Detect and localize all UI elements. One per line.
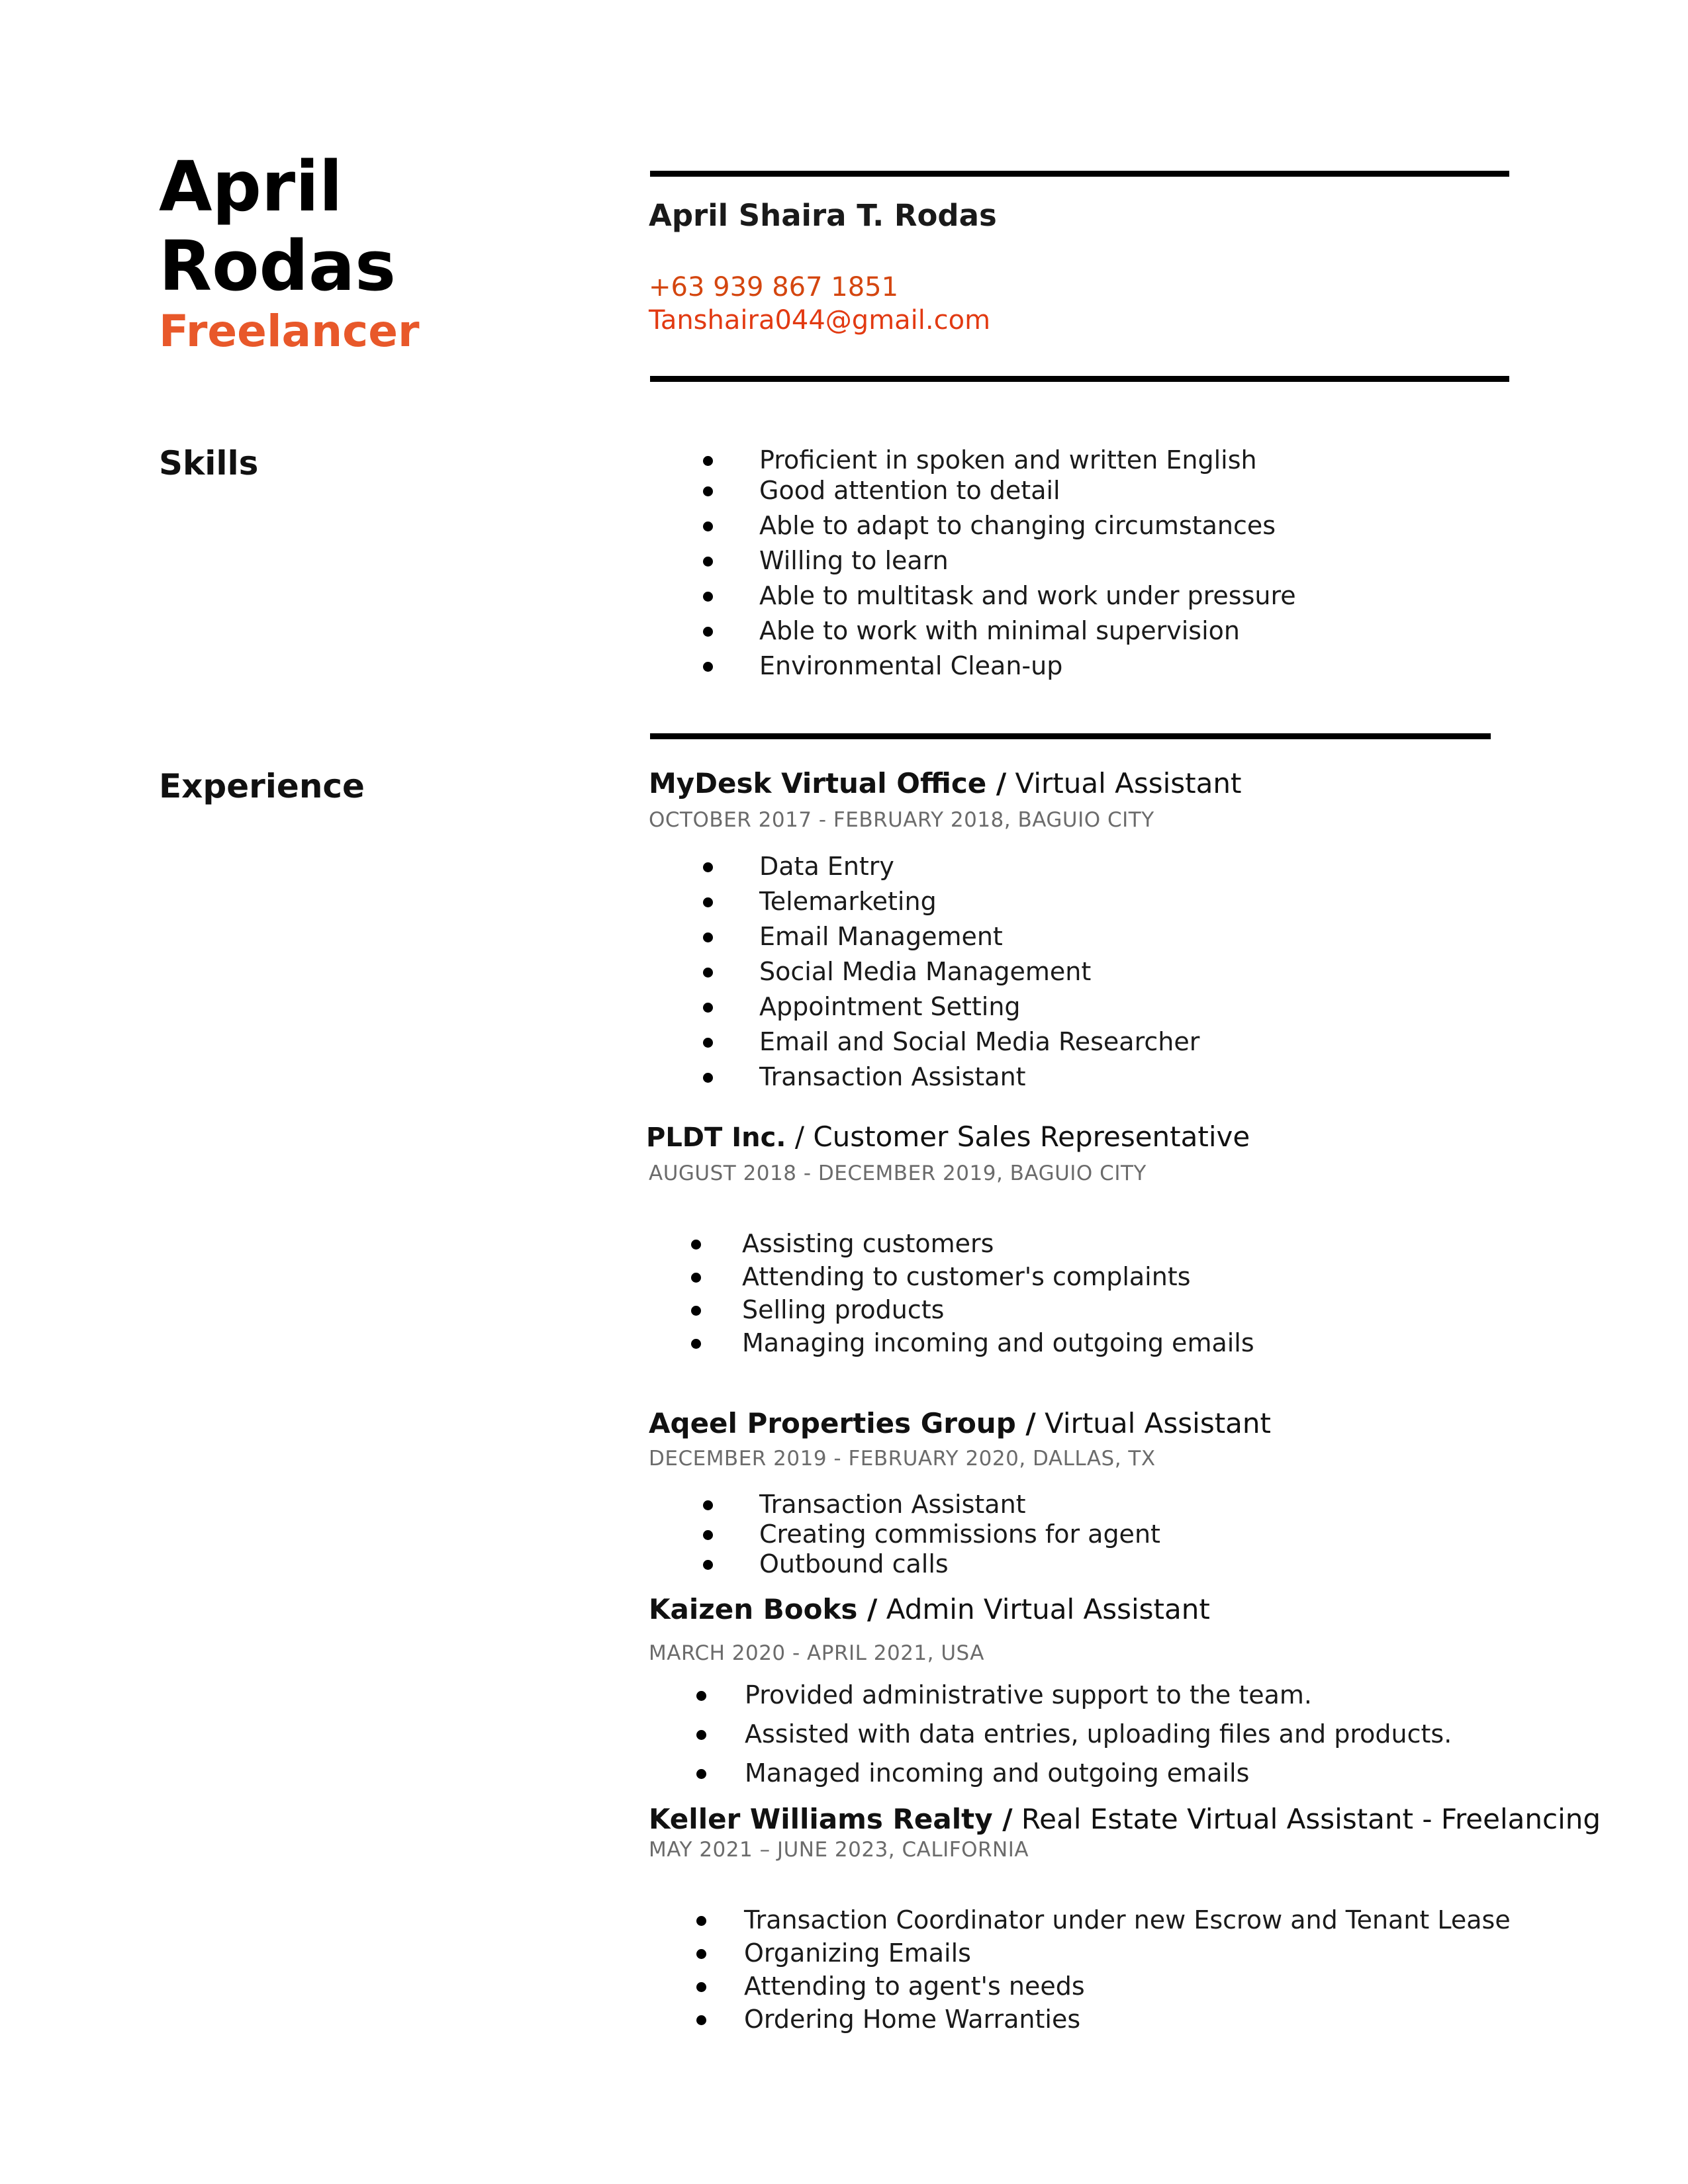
job-title: Virtual Assistant xyxy=(1015,767,1242,799)
duty-item: Creating commissions for agent xyxy=(662,1522,1160,1547)
skill-item: Willing to learn xyxy=(662,548,1296,573)
duty-item: Provided administrative support to the team. xyxy=(662,1682,1452,1707)
duty-item: Managing incoming and outgoing emails xyxy=(653,1330,1254,1355)
job-title: Admin Virtual Assistant xyxy=(886,1593,1210,1625)
duty-item: Attending to customer's complaints xyxy=(653,1264,1254,1289)
duty-item: Organizing Emails xyxy=(662,1940,1511,1966)
job-dates: OCTOBER 2017 - FEBRUARY 2018, BAGUIO CITY xyxy=(649,808,1154,832)
duty-item: Email and Social Media Researcher xyxy=(662,1029,1199,1054)
skill-item: Environmental Clean-up xyxy=(662,653,1296,678)
job-company: Keller Williams Realty / xyxy=(649,1803,1013,1835)
duty-item: Selling products xyxy=(653,1297,1254,1322)
contact-divider xyxy=(650,376,1509,382)
last-name: Rodas xyxy=(159,226,397,306)
job-heading xyxy=(649,767,1242,799)
duty-item: Social Media Management xyxy=(662,959,1199,984)
duty-item: Ordering Home Warranties xyxy=(662,2007,1511,2032)
skills-heading: Skills xyxy=(159,444,259,482)
job-company: MyDesk Virtual Office / xyxy=(649,767,1007,799)
job-heading xyxy=(649,1407,1272,1439)
job-duties xyxy=(662,1492,1160,1576)
skill-item: Able to multitask and work under pressure xyxy=(662,583,1296,608)
duty-item: Assisted with data entries, uploading files and products. xyxy=(662,1721,1452,1747)
job-dates: AUGUST 2018 - DECEMBER 2019, BAGUIO CITY xyxy=(649,1161,1147,1185)
skills-divider xyxy=(650,733,1491,739)
duty-item: Transaction Assistant xyxy=(662,1492,1160,1517)
first-name: April xyxy=(159,146,343,227)
job-title: Real Estate Virtual Assistant - Freelancing xyxy=(1021,1803,1601,1835)
duty-item: Managed incoming and outgoing emails xyxy=(662,1760,1452,1786)
duty-item: Transaction Assistant xyxy=(662,1064,1199,1089)
job-dates: DECEMBER 2019 - FEBRUARY 2020, DALLAS, TX xyxy=(649,1447,1156,1471)
job-dates: MAY 2021 – JUNE 2023, CALIFORNIA xyxy=(649,1838,1029,1862)
skill-item: Good attention to detail xyxy=(662,478,1296,503)
job-duties xyxy=(662,1907,1511,2032)
job-heading xyxy=(649,1805,1601,1833)
duty-item: Telemarketing xyxy=(662,889,1199,914)
duty-item: Transaction Coordinator under new Escrow and Tenant Lease xyxy=(662,1907,1511,1933)
job-title: / Customer Sales Representative xyxy=(794,1120,1250,1153)
job-company: PLDT Inc. xyxy=(646,1122,786,1153)
duty-item: Assisting customers xyxy=(653,1231,1254,1256)
job-title: Virtual Assistant xyxy=(1045,1407,1272,1439)
skill-item: Proficient in spoken and written English xyxy=(662,447,1296,473)
duty-item: Email Management xyxy=(662,924,1199,949)
job-duties xyxy=(662,1682,1452,1786)
skills-list xyxy=(662,447,1296,678)
job-duties xyxy=(653,1231,1254,1355)
job-duties xyxy=(662,854,1199,1089)
top-divider xyxy=(650,171,1509,177)
duty-item: Attending to agent's needs xyxy=(662,1974,1511,1999)
duty-item: Outbound calls xyxy=(662,1551,1160,1576)
job-dates: MARCH 2020 - APRIL 2021, USA xyxy=(649,1641,985,1665)
job-heading xyxy=(649,1593,1210,1625)
duty-item: Data Entry xyxy=(662,854,1199,879)
experience-heading: Experience xyxy=(159,767,365,805)
job-company: Kaizen Books / xyxy=(649,1593,878,1625)
duty-item: Appointment Setting xyxy=(662,994,1199,1019)
job-heading xyxy=(646,1120,1250,1153)
skill-item: Able to work with minimal supervision xyxy=(662,618,1296,643)
job-role: Freelancer xyxy=(159,306,420,357)
full-name: April Shaira T. Rodas xyxy=(649,198,997,233)
email-address: Tanshaira044@gmail.com xyxy=(649,305,991,336)
phone-number: +63 939 867 1851 xyxy=(649,272,899,302)
skill-item: Able to adapt to changing circumstances xyxy=(662,513,1296,538)
job-company: Aqeel Properties Group / xyxy=(649,1407,1036,1439)
